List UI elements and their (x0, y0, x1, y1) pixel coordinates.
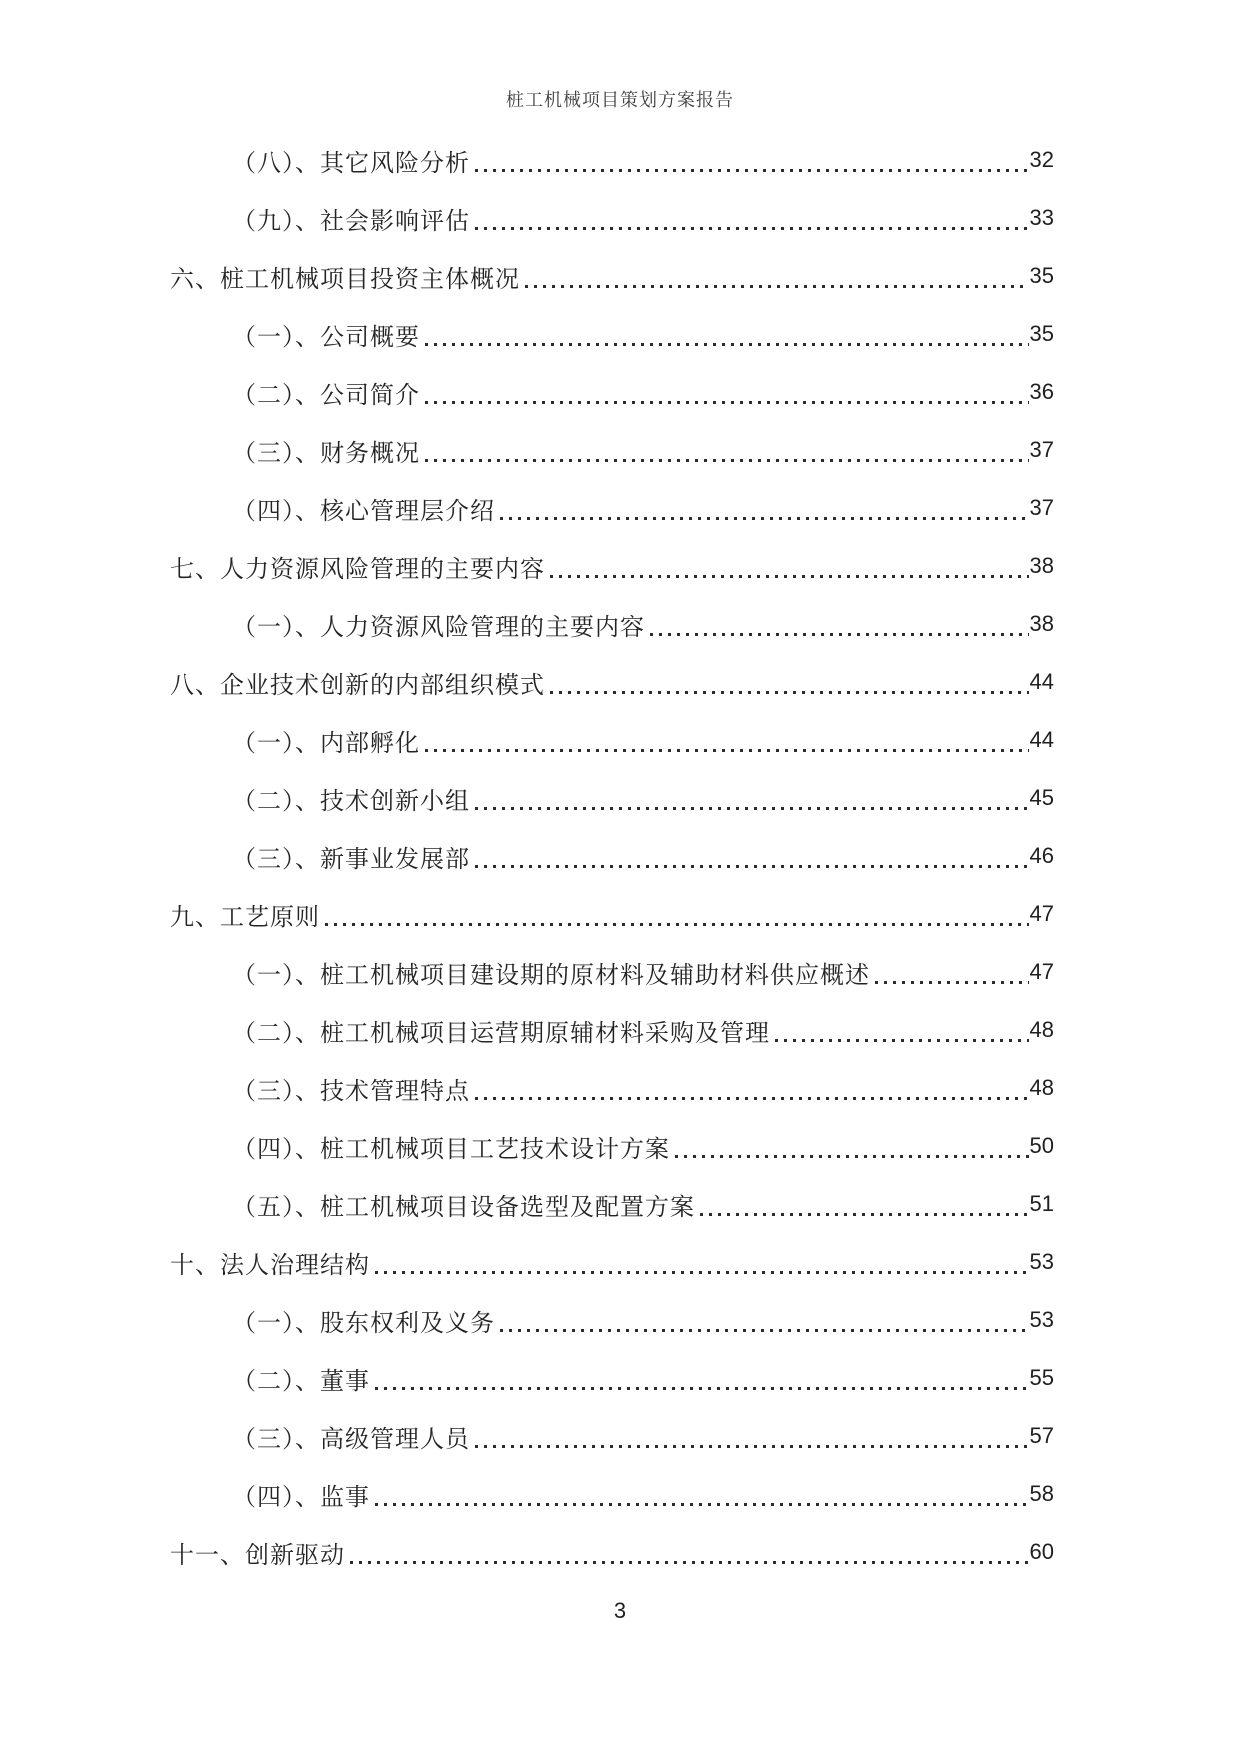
toc-entry-label[interactable]: （九）、社会影响评估 (232, 207, 470, 235)
toc-entry-label[interactable]: （三）、新事业发展部 (232, 845, 470, 873)
toc-dotted-leader (475, 1097, 1029, 1100)
toc-dotted-leader (700, 1213, 1029, 1216)
toc-dotted-leader (675, 1155, 1029, 1158)
toc-entry[interactable] (170, 421, 1054, 479)
toc-entry-label[interactable]: （二）、技术创新小组 (232, 787, 470, 815)
toc-entry[interactable] (170, 1059, 1054, 1117)
toc-entry-page-number: 45 (1029, 785, 1054, 810)
toc-entry-label[interactable]: （五）、桩工机械项目设备选型及配置方案 (232, 1193, 695, 1221)
toc-entry[interactable] (170, 131, 1054, 189)
toc-entry-label[interactable]: 十一、创新驱动 (170, 1541, 345, 1569)
toc-entry[interactable] (170, 1349, 1054, 1407)
toc-entry-label[interactable]: （四）、桩工机械项目工艺技术设计方案 (232, 1135, 670, 1163)
toc-entry-page-number: 48 (1029, 1017, 1054, 1042)
toc-entry[interactable] (170, 1407, 1054, 1465)
toc-dotted-leader (475, 227, 1029, 230)
toc-dotted-leader (425, 401, 1029, 404)
toc-entry-page-number: 53 (1029, 1307, 1054, 1332)
toc-entry-label[interactable]: （一）、内部孵化 (232, 729, 420, 757)
toc-entry-label[interactable]: （三）、财务概况 (232, 439, 420, 467)
toc-dotted-leader (425, 343, 1029, 346)
toc-entry[interactable] (170, 1117, 1054, 1175)
toc-entry[interactable] (170, 1001, 1054, 1059)
toc-entry[interactable] (170, 305, 1054, 363)
toc-entry-label[interactable]: （二）、桩工机械项目运营期原辅材料采购及管理 (232, 1019, 770, 1047)
toc-entry-page-number: 50 (1029, 1133, 1054, 1158)
toc-entry-page-number: 48 (1029, 1075, 1054, 1100)
toc-entry-label[interactable]: 十、法人治理结构 (170, 1251, 370, 1279)
toc-dotted-leader (425, 749, 1029, 752)
toc-entry[interactable] (170, 885, 1054, 943)
toc-entry-page-number: 44 (1029, 669, 1054, 694)
toc-entry-page-number: 37 (1029, 437, 1054, 462)
toc-dotted-leader (425, 459, 1029, 462)
toc-dotted-leader (525, 285, 1029, 288)
toc-dotted-leader (375, 1503, 1029, 1506)
toc-entry-page-number: 44 (1029, 727, 1054, 752)
toc-dotted-leader (325, 923, 1029, 926)
toc-entry-label[interactable]: （一）、桩工机械项目建设期的原材料及辅助材料供应概述 (232, 961, 870, 989)
toc-dotted-leader (500, 517, 1029, 520)
toc-entry[interactable] (170, 1233, 1054, 1291)
toc-entry-page-number: 46 (1029, 843, 1054, 868)
toc-entry[interactable] (170, 653, 1054, 711)
toc-dotted-leader (475, 807, 1029, 810)
toc-entry-label[interactable]: （三）、高级管理人员 (232, 1425, 470, 1453)
toc-entry[interactable] (170, 1175, 1054, 1233)
toc-entry-label[interactable]: 九、工艺原则 (170, 903, 320, 931)
toc-entry[interactable] (170, 1523, 1054, 1581)
toc-entry-page-number: 60 (1029, 1539, 1054, 1564)
toc-entry-label[interactable]: （四）、监事 (232, 1483, 370, 1511)
toc-entry-page-number: 38 (1029, 611, 1054, 636)
toc-dotted-leader (775, 1039, 1029, 1042)
toc-dotted-leader (475, 169, 1029, 172)
toc-entry-page-number: 36 (1029, 379, 1054, 404)
toc-entry[interactable] (170, 537, 1054, 595)
toc-entry[interactable] (170, 595, 1054, 653)
toc-dotted-leader (650, 633, 1029, 636)
toc-entry-label[interactable]: （三）、技术管理特点 (232, 1077, 470, 1105)
toc-dotted-leader (475, 865, 1029, 868)
toc-entry-page-number: 33 (1029, 205, 1054, 230)
table-of-contents (170, 131, 1054, 1581)
toc-entry[interactable] (170, 827, 1054, 885)
toc-entry[interactable] (170, 711, 1054, 769)
toc-entry-label[interactable]: （二）、公司简介 (232, 381, 420, 409)
toc-dotted-leader (350, 1561, 1029, 1564)
toc-entry-label[interactable]: （四）、核心管理层介绍 (232, 497, 495, 525)
document-header-title: 桩工机械项目策划方案报告 (506, 90, 734, 111)
toc-entry-label[interactable]: 六、桩工机械项目投资主体概况 (170, 265, 520, 293)
toc-entry[interactable] (170, 363, 1054, 421)
toc-entry-page-number: 37 (1029, 495, 1054, 520)
toc-entry-page-number: 58 (1029, 1481, 1054, 1506)
toc-dotted-leader (375, 1271, 1029, 1274)
toc-entry[interactable] (170, 479, 1054, 537)
toc-entry-page-number: 57 (1029, 1423, 1054, 1448)
toc-entry-page-number: 38 (1029, 553, 1054, 578)
toc-entry-label[interactable]: （一）、股东权利及义务 (232, 1309, 495, 1337)
toc-entry-label[interactable]: 八、企业技术创新的内部组织模式 (170, 671, 545, 699)
toc-dotted-leader (550, 691, 1029, 694)
page-number: 3 (613, 1598, 627, 1623)
toc-entry-page-number: 55 (1029, 1365, 1054, 1390)
toc-entry-label[interactable]: （一）、人力资源风险管理的主要内容 (232, 613, 645, 641)
toc-entry[interactable] (170, 943, 1054, 1001)
toc-entry[interactable] (170, 247, 1054, 305)
toc-entry-label[interactable]: （八）、其它风险分析 (232, 149, 470, 177)
toc-dotted-leader (375, 1387, 1029, 1390)
toc-entry[interactable] (170, 189, 1054, 247)
toc-entry[interactable] (170, 769, 1054, 827)
toc-dotted-leader (875, 981, 1029, 984)
toc-entry-page-number: 35 (1029, 263, 1054, 288)
toc-entry[interactable] (170, 1465, 1054, 1523)
toc-entry-label[interactable]: 七、人力资源风险管理的主要内容 (170, 555, 545, 583)
toc-entry-page-number: 47 (1029, 901, 1054, 926)
toc-entry-label[interactable]: （二）、董事 (232, 1367, 370, 1395)
toc-entry-page-number: 47 (1029, 959, 1054, 984)
toc-dotted-leader (475, 1445, 1029, 1448)
toc-dotted-leader (550, 575, 1029, 578)
toc-entry-page-number: 32 (1029, 147, 1054, 172)
toc-dotted-leader (500, 1329, 1029, 1332)
toc-entry-label[interactable]: （一）、公司概要 (232, 323, 420, 351)
toc-entry-page-number: 51 (1029, 1191, 1054, 1216)
toc-entry-page-number: 53 (1029, 1249, 1054, 1274)
toc-entry-page-number: 35 (1029, 321, 1054, 346)
toc-entry[interactable] (170, 1291, 1054, 1349)
